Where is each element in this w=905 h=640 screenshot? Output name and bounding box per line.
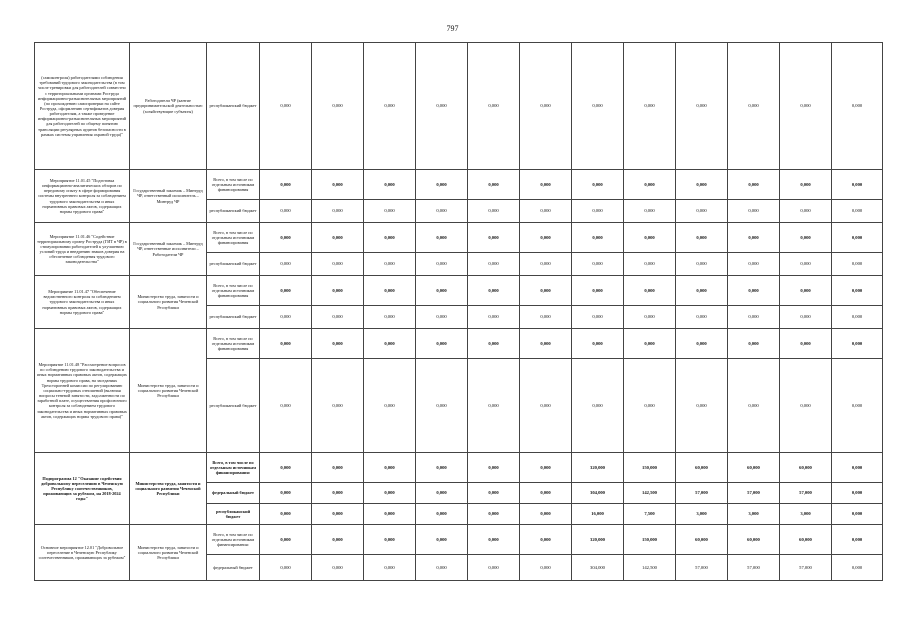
amount-cell: 0,000 [468,483,520,504]
amount-cell: 0,000 [520,200,572,223]
amount-cell: 0,000 [416,555,468,581]
amount-cell: 0,000 [520,504,572,525]
amount-cell: 0,000 [416,170,468,200]
amount-cell: 0,000 [572,306,624,329]
amount-cell: 0,000 [364,359,416,453]
amount-cell: 0,000 [572,43,624,170]
amount-cell: 0,000 [260,170,312,200]
amount-cell: 0,000 [676,276,728,306]
amount-cell: 0,000 [416,359,468,453]
amount-cell: 0,000 [728,359,780,453]
amount-cell: 0,000 [520,359,572,453]
amount-cell: 0,000 [468,504,520,525]
amount-cell: 150,000 [624,525,676,555]
amount-cell: 0,000 [572,276,624,306]
amount-cell: 0,000 [364,170,416,200]
amount-cell: 0,000 [728,200,780,223]
amount-cell: 0,000 [832,306,883,329]
funding-source-cell: республиканский бюджет [207,43,260,170]
amount-cell: 0,000 [364,329,416,359]
amount-cell: 0,000 [572,359,624,453]
amount-cell: 0,000 [780,200,832,223]
amount-cell: 0,000 [468,253,520,276]
amount-cell: 0,000 [260,43,312,170]
amount-cell: 0,000 [728,306,780,329]
activity-name-cell: Мероприятие 11.01.47 "Обеспечение ведомственного контроля за соблюдением трудового законодательства и иных нормативных правовых актов, содержащих нормы трудового права" [35,276,130,329]
amount-cell: 0,000 [260,504,312,525]
amount-cell: 0,000 [260,453,312,483]
amount-cell: 0,000 [624,306,676,329]
amount-cell: 150,000 [624,453,676,483]
amount-cell: 0,000 [624,359,676,453]
amount-cell: 0,000 [260,253,312,276]
activity-name-cell: Мероприятие 11.01.48 "Рассмотрение вопросов по соблюдению трудового законодательства и иных нормативных правовых актов, содержащих нормы трудового права, на заседаниях Трехсторонней комиссии по регулированию социально-трудовых отношений (включая вопросы теневой занятости, задолженности по заработной плате, осуществления профсоюзного контроля за соблюдением трудового законодательства и иных нормативных правовых актов, содержащих нормы трудового права)" [35,329,130,453]
executor-cell: Государственный заказчик – Минтруд ЧР, ответственные исполнители – Работодатели ЧР [130,223,207,276]
amount-cell: 57,000 [728,555,780,581]
amount-cell: 57,000 [780,555,832,581]
table-row [35,223,883,253]
amount-cell: 0,000 [520,306,572,329]
funding-source-cell: Всего, в том числе по отдельным источникам финансирования [207,223,260,253]
amount-cell: 0,000 [364,200,416,223]
amount-cell: 60,000 [728,525,780,555]
amount-cell: 0,000 [364,504,416,525]
amount-cell: 0,000 [728,170,780,200]
amount-cell: 0,000 [832,504,883,525]
amount-cell: 0,000 [364,453,416,483]
amount-cell: 0,000 [416,200,468,223]
amount-cell: 0,000 [572,329,624,359]
funding-source-cell: Всего, в том числе по отдельным источникам финансирования [207,276,260,306]
amount-cell: 0,000 [572,223,624,253]
amount-cell: 0,000 [260,555,312,581]
amount-cell: 304,000 [572,483,624,504]
budget-table [34,42,883,581]
amount-cell: 0,000 [364,525,416,555]
activity-name-cell: (самоконтроля) работодателями соблюдения требований трудового законодательства (в том числе тренировки для работодателей совместно с территориальными органами Роструда информационно-разъяснительных мероприятий (по прохождению самопроверки на сайте Роструда, оформлению сертификатов доверия работодателям, а также проведение информационно-разъяснительных мероприятий для работодателей по общему понятию трансляции регулярных аудитов безопасности в рамках системы управления охраной труда)" [35,43,130,170]
amount-cell: 0,000 [832,329,883,359]
page-number: 797 [446,24,459,33]
table-row [35,170,883,200]
amount-cell: 320,000 [572,453,624,483]
amount-cell: 60,000 [780,453,832,483]
amount-cell: 0,000 [728,329,780,359]
amount-cell: 304,000 [572,555,624,581]
amount-cell: 0,000 [624,329,676,359]
activity-name-cell: Мероприятие 11.01.45 "Подготовка информационно-аналитических обзоров по передовому опыту в сфере формирования системы внутреннего контроля за соблюдением трудового законодательства и иных нормативных правовых актов, содержащих нормы трудового права" [35,170,130,223]
amount-cell: 0,000 [676,253,728,276]
funding-source-cell: республиканский бюджет [207,200,260,223]
table-row [35,453,883,483]
amount-cell: 0,000 [312,200,364,223]
amount-cell: 0,000 [312,525,364,555]
amount-cell: 0,000 [364,483,416,504]
amount-cell: 0,000 [468,453,520,483]
amount-cell: 0,000 [520,170,572,200]
table-row [35,276,883,306]
amount-cell: 0,000 [312,483,364,504]
amount-cell: 0,000 [728,223,780,253]
amount-cell: 0,000 [676,329,728,359]
amount-cell: 0,000 [832,43,883,170]
amount-cell: 0,000 [572,253,624,276]
amount-cell: 0,000 [572,200,624,223]
amount-cell: 0,000 [832,483,883,504]
amount-cell: 0,000 [312,253,364,276]
amount-cell: 0,000 [260,223,312,253]
funding-source-cell: федеральный бюджет [207,483,260,504]
funding-source-cell: Всего, в том числе по отдельным источникам финансирования: [207,525,260,555]
amount-cell: 3,000 [728,504,780,525]
executor-cell: Министерство труда, занятости и социального развития Чеченской Республики [130,453,207,525]
amount-cell: 0,000 [728,253,780,276]
amount-cell: 0,000 [364,276,416,306]
amount-cell: 0,000 [312,306,364,329]
amount-cell: 0,000 [520,43,572,170]
amount-cell: 0,000 [676,359,728,453]
amount-cell: 0,000 [728,43,780,170]
amount-cell: 57,000 [728,483,780,504]
amount-cell: 0,000 [780,43,832,170]
amount-cell: 0,000 [312,359,364,453]
amount-cell: 0,000 [312,555,364,581]
amount-cell: 7,500 [624,504,676,525]
amount-cell: 0,000 [416,525,468,555]
amount-cell: 3,000 [676,504,728,525]
amount-cell: 0,000 [468,276,520,306]
amount-cell: 16,000 [572,504,624,525]
amount-cell: 320,000 [572,525,624,555]
amount-cell: 0,000 [676,43,728,170]
amount-cell: 0,000 [468,359,520,453]
amount-cell: 0,000 [624,253,676,276]
amount-cell: 0,000 [416,223,468,253]
amount-cell: 0,000 [312,43,364,170]
amount-cell: 0,000 [260,329,312,359]
amount-cell: 0,000 [364,223,416,253]
amount-cell: 0,000 [780,276,832,306]
amount-cell: 0,000 [260,483,312,504]
amount-cell: 0,000 [364,43,416,170]
amount-cell: 0,000 [416,483,468,504]
amount-cell: 0,000 [520,253,572,276]
executor-cell: Государственный заказчик – Минтруд ЧР, ответственный исполнитель – Минтруд ЧР [130,170,207,223]
amount-cell: 0,000 [364,253,416,276]
funding-source-cell: республиканский бюджет [207,359,260,453]
amount-cell: 0,000 [780,223,832,253]
executor-cell: Министерство труда, занятости и социального развития Чеченской Республики [130,276,207,329]
amount-cell: 0,000 [520,483,572,504]
amount-cell: 0,000 [832,200,883,223]
amount-cell: 0,000 [520,223,572,253]
amount-cell: 0,000 [676,200,728,223]
funding-source-cell: федеральный бюджет [207,555,260,581]
table-row [35,525,883,555]
amount-cell: 0,000 [468,555,520,581]
amount-cell: 0,000 [364,306,416,329]
amount-cell: 0,000 [780,253,832,276]
amount-cell: 0,000 [468,223,520,253]
amount-cell: 0,000 [624,43,676,170]
amount-cell: 0,000 [832,253,883,276]
amount-cell: 0,000 [520,453,572,483]
amount-cell: 0,000 [416,329,468,359]
amount-cell: 57,000 [676,555,728,581]
amount-cell: 0,000 [364,555,416,581]
amount-cell: 0,000 [832,359,883,453]
amount-cell: 0,000 [780,306,832,329]
amount-cell: 0,000 [312,223,364,253]
funding-source-cell: республиканский бюджет [207,253,260,276]
amount-cell: 0,000 [520,329,572,359]
amount-cell: 0,000 [416,276,468,306]
amount-cell: 0,000 [260,200,312,223]
amount-cell: 0,000 [676,306,728,329]
amount-cell: 0,000 [676,223,728,253]
amount-cell: 0,000 [312,170,364,200]
amount-cell: 142,500 [624,555,676,581]
amount-cell: 0,000 [780,359,832,453]
amount-cell: 60,000 [676,453,728,483]
amount-cell: 0,000 [260,276,312,306]
amount-cell: 0,000 [468,525,520,555]
amount-cell: 0,000 [468,170,520,200]
executor-cell: Работодатели ЧР (кантие предпринимательской деятельностью (хозяйствующие субъекты) [130,43,207,170]
funding-source-cell: Всего, в том числе по отдельным источникам финансирования [207,329,260,359]
amount-cell: 0,000 [832,276,883,306]
amount-cell: 0,000 [520,276,572,306]
amount-cell: 0,000 [780,170,832,200]
table-row [35,329,883,359]
amount-cell: 0,000 [416,453,468,483]
amount-cell: 0,000 [572,170,624,200]
amount-cell: 0,000 [780,329,832,359]
amount-cell: 0,000 [416,504,468,525]
amount-cell: 57,000 [780,483,832,504]
amount-cell: 0,000 [624,223,676,253]
amount-cell: 0,000 [468,43,520,170]
activity-name-cell: Подпрограмма 12 "Оказание содействия добровольному переселению в Чеченскую Республику соотечественников, проживающих за рубежом, на 2018-2024 годы" [35,453,130,525]
amount-cell: 0,000 [624,170,676,200]
amount-cell: 0,000 [312,453,364,483]
amount-cell: 0,000 [468,306,520,329]
amount-cell: 0,000 [416,306,468,329]
amount-cell: 0,000 [260,306,312,329]
amount-cell: 0,000 [624,200,676,223]
amount-cell: 60,000 [780,525,832,555]
amount-cell: 0,000 [624,276,676,306]
amount-cell: 57,000 [676,483,728,504]
amount-cell: 0,000 [832,223,883,253]
amount-cell: 0,000 [312,276,364,306]
amount-cell: 0,000 [312,329,364,359]
funding-source-cell: Всего, в том числе по отдельным источникам финансирования [207,170,260,200]
amount-cell: 0,000 [312,504,364,525]
amount-cell: 0,000 [468,200,520,223]
amount-cell: 0,000 [468,329,520,359]
activity-name-cell: Основное мероприятие 12.01 "Добровольное переселение в Чеченскую Республику соотечественников, проживающих за рубежом" [35,525,130,581]
amount-cell: 0,000 [520,555,572,581]
funding-source-cell: республиканский бюджет [207,306,260,329]
amount-cell: 0,000 [676,170,728,200]
amount-cell: 0,000 [832,525,883,555]
amount-cell: 0,000 [728,276,780,306]
funding-source-cell: Всего, в том числе по отдельным источникам финансирования: [207,453,260,483]
executor-cell: Министерство труда, занятости и социального развития Чеченской Республики [130,525,207,581]
amount-cell: 60,000 [728,453,780,483]
amount-cell: 0,000 [832,170,883,200]
amount-cell: 0,000 [416,43,468,170]
amount-cell: 0,000 [260,525,312,555]
amount-cell: 0,000 [832,453,883,483]
amount-cell: 0,000 [260,359,312,453]
amount-cell: 3,000 [780,504,832,525]
amount-cell: 0,000 [832,555,883,581]
amount-cell: 142,500 [624,483,676,504]
executor-cell: Министерство труда, занятости и социального развития Чеченской Республики [130,329,207,453]
amount-cell: 60,000 [676,525,728,555]
table-row [35,43,883,170]
activity-name-cell: Мероприятие 11.01.46 "Содействие территориальному органу Роструда (ГИТ в ЧР) в стимулировании работодателей к улучшению условий труда и внедрению знаков доверия на обеспечение соблюдения трудового законодательства" [35,223,130,276]
amount-cell: 0,000 [416,253,468,276]
amount-cell: 0,000 [520,525,572,555]
funding-source-cell: республиканский бюджет [207,504,260,525]
